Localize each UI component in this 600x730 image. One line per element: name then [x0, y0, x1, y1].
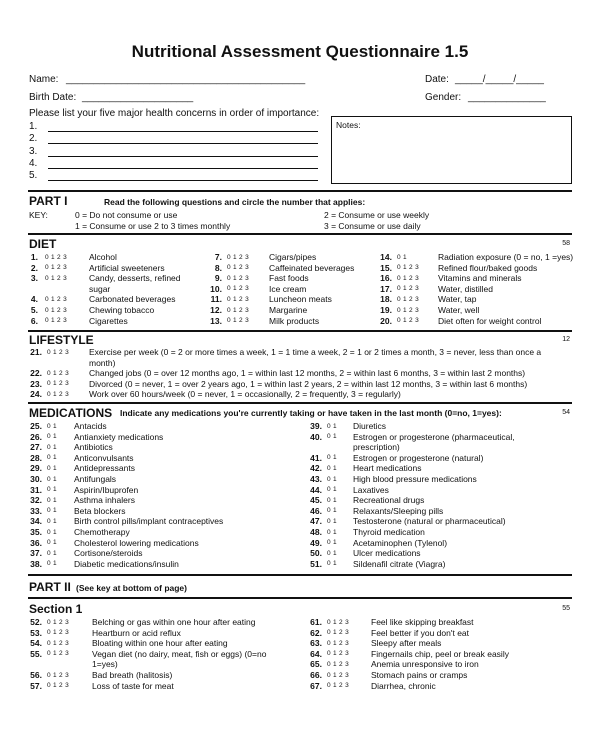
- item-number: 22.: [30, 368, 42, 379]
- item-number: 25.: [30, 421, 42, 431]
- item-number: 66.: [310, 670, 322, 680]
- item-number: 49.: [310, 537, 322, 548]
- concern-input-line[interactable]: [48, 143, 318, 144]
- item-number: 7.: [214, 252, 222, 262]
- item-number: 35.: [30, 527, 42, 537]
- answer-options[interactable]: 0 1: [327, 549, 337, 557]
- item-text: Fingernails chip, peel or break easily: [371, 648, 509, 659]
- item-number: 57.: [30, 680, 42, 691]
- answer-options[interactable]: 0 1: [47, 528, 57, 536]
- item-text: Candy, desserts, refined: [89, 273, 181, 284]
- item-text: Chemotherapy: [74, 527, 130, 537]
- item-text: Cigars/pipes: [269, 252, 317, 262]
- item-text: Luncheon meats: [269, 294, 332, 305]
- name-label: Name:: [29, 74, 59, 85]
- item-number: 27.: [30, 442, 42, 453]
- answer-options[interactable]: 0 1 2 3: [227, 274, 249, 282]
- item-number: 29.: [30, 463, 42, 474]
- divider: [28, 402, 572, 404]
- answer-options[interactable]: 0 1: [327, 464, 337, 472]
- item-text: Water, well: [438, 305, 480, 315]
- item-text: Belching or gas within one hour after eating: [92, 617, 256, 627]
- item-text: Margarine: [269, 305, 308, 315]
- item-number: 16.: [380, 273, 392, 284]
- item-text: Diuretics: [353, 421, 387, 431]
- medications-count: 54: [562, 409, 570, 416]
- name-field[interactable]: ___________________________________________: [66, 74, 306, 85]
- item-text: Anemia unresponsive to iron: [371, 659, 479, 670]
- answer-options[interactable]: 0 1 2 3: [47, 650, 69, 658]
- item-text: Heartburn or acid reflux: [92, 627, 181, 638]
- answer-options[interactable]: 0 1 2 3: [47, 380, 69, 388]
- item-text: Sildenafil citrate (Viagra): [353, 558, 446, 569]
- answer-options[interactable]: 0 1 2 3: [227, 285, 249, 293]
- divider: [28, 190, 572, 192]
- item-text: Aspirin/Ibuprofen: [74, 484, 139, 495]
- answer-options[interactable]: 0 1 2 3: [45, 274, 67, 282]
- key-0: 0 = Do not consume or use: [75, 210, 178, 220]
- item-number: 37.: [30, 548, 42, 559]
- gender-field[interactable]: ______________: [468, 92, 546, 103]
- answer-options[interactable]: 0 1: [327, 496, 337, 504]
- item-number: 24.: [30, 389, 42, 400]
- item-text: Diabetic medications/insulin: [74, 558, 179, 569]
- answer-options[interactable]: 0 1: [327, 560, 337, 568]
- item-number: 21.: [30, 347, 42, 357]
- item-number: 4.: [30, 294, 38, 305]
- concern-number: 3.: [29, 145, 38, 157]
- answer-options[interactable]: 0 1: [47, 486, 57, 494]
- item-text: Carbonated beverages: [89, 294, 176, 305]
- notes-label: Notes:: [336, 120, 361, 130]
- item-text: Anticonvulsants: [74, 452, 134, 463]
- answer-options[interactable]: 0 1: [47, 475, 57, 483]
- answer-options[interactable]: 0 1: [47, 464, 57, 472]
- item-text: Vitamins and minerals: [438, 273, 522, 284]
- answer-options[interactable]: 0 1 2 3: [47, 369, 69, 377]
- item-number: 41.: [310, 452, 322, 463]
- item-number: 9.: [214, 273, 222, 284]
- item-text: Recreational drugs: [353, 495, 425, 506]
- answer-options[interactable]: 0 1: [47, 443, 57, 451]
- item-number: 11.: [210, 294, 222, 305]
- item-text: Laxatives: [353, 484, 389, 495]
- item-number: 34.: [30, 516, 42, 527]
- item-number: 61.: [310, 617, 322, 627]
- item-number: 15.: [380, 262, 392, 273]
- item-number: 62.: [310, 627, 322, 638]
- item-text: Loss of taste for meat: [92, 680, 174, 691]
- item-text: Antianxiety medications: [74, 431, 164, 442]
- item-number: 14.: [380, 252, 392, 262]
- concern-input-line[interactable]: [48, 168, 318, 169]
- answer-options[interactable]: 0 1: [327, 422, 337, 430]
- item-number: 44.: [310, 484, 322, 495]
- item-number: 10.: [210, 283, 222, 294]
- concern-number: 4.: [29, 157, 38, 169]
- item-text: 1=yes): [92, 659, 118, 670]
- answer-options[interactable]: 0 1: [327, 486, 337, 494]
- item-text: month): [89, 357, 116, 368]
- item-number: 55.: [30, 648, 42, 659]
- answer-options[interactable]: 0 1: [47, 539, 57, 547]
- notes-box[interactable]: [331, 116, 572, 184]
- answer-options[interactable]: 0 1 2 3: [47, 618, 69, 626]
- answer-options[interactable]: 0 1: [47, 454, 57, 462]
- item-number: 32.: [30, 495, 42, 506]
- answer-options[interactable]: 0 1 2 3: [45, 317, 67, 325]
- item-text: Ice cream: [269, 283, 307, 294]
- item-number: 47.: [310, 516, 322, 527]
- answer-options[interactable]: 0 1: [327, 528, 337, 536]
- item-text: sugar: [89, 283, 111, 294]
- answer-options[interactable]: 0 1 2 3: [45, 306, 67, 314]
- diet-count: 58: [562, 240, 570, 247]
- item-text: Radiation exposure (0 = no, 1 =yes): [438, 252, 574, 262]
- answer-options[interactable]: 0 1: [47, 496, 57, 504]
- item-text: Fast foods: [269, 273, 309, 284]
- item-text: Estrogen or progesterone (pharmaceutical,: [353, 431, 515, 442]
- answer-options[interactable]: 0 1 2 3: [47, 390, 69, 398]
- concern-input-line[interactable]: [48, 180, 318, 181]
- concerns-label: Please list your five major health concerns in order of importance:: [29, 108, 320, 119]
- item-text: Water, distilled: [438, 283, 493, 294]
- item-number: 31.: [30, 484, 42, 495]
- gender-label: Gender:: [425, 92, 462, 103]
- item-text: Milk products: [269, 315, 320, 326]
- answer-options[interactable]: 0 1: [327, 539, 337, 547]
- medications-title: MEDICATIONS: [29, 406, 113, 420]
- part1-instruction: Read the following questions and circle the number that applies:: [104, 197, 366, 207]
- key-3: 3 = Consume or use daily: [324, 221, 421, 231]
- answer-options[interactable]: 0 1 2 3: [45, 264, 67, 272]
- item-text: Relaxants/Sleeping pills: [353, 505, 444, 516]
- item-number: 5.: [30, 305, 38, 315]
- item-text: Antidepressants: [74, 463, 135, 474]
- section1-count: 55: [562, 605, 570, 612]
- answer-options[interactable]: 0 1: [327, 475, 337, 483]
- answer-options[interactable]: 0 1: [47, 549, 57, 557]
- concern-number: 5.: [29, 170, 38, 182]
- answer-options[interactable]: 0 1 2 3: [45, 295, 67, 303]
- item-text: Ulcer medications: [353, 548, 421, 559]
- item-text: prescription): [353, 442, 400, 453]
- item-number: 19.: [380, 305, 392, 315]
- item-number: 17.: [380, 283, 392, 294]
- key-1: 1 = Consume or use 2 to 3 times monthly: [75, 221, 231, 231]
- concern-input-line[interactable]: [48, 131, 318, 132]
- item-text: Stomach pains or cramps: [371, 670, 468, 680]
- answer-options[interactable]: 0 1 2 3: [327, 671, 349, 679]
- concern-input-line[interactable]: [48, 156, 318, 157]
- item-text: Beta blockers: [74, 505, 126, 516]
- lifestyle-title: LIFESTYLE: [29, 333, 94, 347]
- answer-options[interactable]: 0 1 2 3: [327, 629, 349, 637]
- item-number: 30.: [30, 474, 42, 484]
- item-number: 42.: [310, 463, 322, 474]
- answer-options[interactable]: 0 1 2 3: [397, 295, 419, 303]
- part2-note: (See key at bottom of page): [76, 583, 187, 593]
- item-text: Artificial sweeteners: [89, 262, 165, 273]
- answer-options[interactable]: 0 1: [47, 517, 57, 525]
- item-number: 26.: [30, 431, 42, 442]
- item-text: Alcohol: [89, 252, 117, 262]
- date-label: Date:: [425, 74, 449, 85]
- answer-options[interactable]: 0 1 2 3: [47, 629, 69, 637]
- item-number: 64.: [310, 648, 322, 659]
- answer-options[interactable]: 0 1 2 3: [45, 253, 67, 261]
- divider: [28, 233, 572, 235]
- answer-options[interactable]: 0 1 2 3: [47, 639, 69, 647]
- answer-options[interactable]: 0 1: [327, 507, 337, 515]
- answer-options[interactable]: 0 1: [47, 507, 57, 515]
- answer-options[interactable]: 0 1 2 3: [47, 348, 69, 356]
- part2-title: PART II: [29, 580, 71, 594]
- answer-options[interactable]: 0 1 2 3: [397, 285, 419, 293]
- answer-options[interactable]: 0 1: [397, 253, 407, 261]
- item-text: Birth control pills/implant contraceptives: [74, 516, 224, 527]
- key-label: KEY:: [29, 210, 48, 220]
- item-text: Antifungals: [74, 474, 117, 484]
- item-number: 6.: [30, 315, 38, 326]
- item-text: Caffeinated beverages: [269, 262, 355, 273]
- item-text: Chewing tobacco: [89, 305, 155, 315]
- item-number: 40.: [310, 431, 322, 442]
- answer-options[interactable]: 0 1: [47, 560, 57, 568]
- answer-options[interactable]: 0 1 2 3: [227, 306, 249, 314]
- item-text: Diet often for weight control: [438, 315, 542, 326]
- item-number: 63.: [310, 638, 322, 649]
- answer-options[interactable]: 0 1 2 3: [47, 682, 69, 690]
- item-number: 67.: [310, 680, 322, 691]
- item-text: Vegan diet (no dairy, meat, fish or eggs) (0=no: [92, 648, 267, 659]
- divider: [28, 597, 572, 599]
- answer-options[interactable]: 0 1 2 3: [227, 253, 249, 261]
- item-number: 51.: [310, 558, 322, 569]
- item-text: Cortisone/steroids: [74, 548, 143, 559]
- birth-date-label: Birth Date:: [29, 92, 77, 103]
- item-text: Sleepy after meals: [371, 638, 442, 649]
- item-number: 23.: [30, 378, 42, 389]
- date-field[interactable]: _____/_____/_____: [455, 74, 544, 85]
- answer-options[interactable]: 0 1 2 3: [47, 671, 69, 679]
- part1-title: PART I: [29, 194, 68, 208]
- concern-number: 1.: [29, 121, 38, 132]
- answer-options[interactable]: 0 1 2 3: [327, 650, 349, 658]
- item-text: Thyroid medication: [353, 527, 425, 537]
- item-text: Feel like skipping breakfast: [371, 617, 474, 627]
- answer-options[interactable]: 0 1 2 3: [327, 660, 349, 668]
- item-text: Cholesterol lowering medications: [74, 537, 199, 548]
- item-text: Feel better if you don't eat: [371, 627, 470, 638]
- answer-options[interactable]: 0 1: [47, 433, 57, 441]
- item-number: 20.: [380, 315, 392, 326]
- item-number: 3.: [30, 273, 38, 284]
- answer-options[interactable]: 0 1 2 3: [227, 264, 249, 272]
- answer-options[interactable]: 0 1 2 3: [227, 317, 249, 325]
- item-text: Bad breath (halitosis): [92, 670, 173, 680]
- item-number: 8.: [214, 262, 222, 273]
- item-number: 53.: [30, 627, 42, 638]
- answer-options[interactable]: 0 1: [327, 454, 337, 462]
- item-number: 28.: [30, 452, 42, 463]
- item-text: Testosterone (natural or pharmaceutical): [353, 516, 506, 527]
- birth-date-field[interactable]: ____________________: [82, 92, 194, 103]
- item-number: 48.: [310, 527, 322, 537]
- answer-options[interactable]: 0 1 2 3: [397, 274, 419, 282]
- item-text: Water, tap: [438, 294, 477, 305]
- item-text: Changed jobs (0 = over 12 months ago, 1 = within last 12 months, 2 = within last 6 months, 3 = within last 2 months): [89, 368, 526, 379]
- page-title: Nutritional Assessment Questionnaire 1.5: [131, 42, 469, 61]
- item-text: Heart medications: [353, 463, 422, 474]
- item-text: Bloating within one hour after eating: [92, 638, 228, 649]
- item-text: Work over 60 hours/week (0 = never, 1 = occasionally, 2 = frequently, 3 = regularly): [89, 389, 401, 400]
- item-text: Antacids: [74, 421, 107, 431]
- item-number: 43.: [310, 474, 322, 484]
- concern-number: 2.: [29, 133, 38, 145]
- item-number: 36.: [30, 537, 42, 548]
- section1-title: Section 1: [29, 602, 83, 616]
- item-text: Asthma inhalers: [74, 495, 135, 506]
- item-number: 39.: [310, 421, 322, 431]
- answer-options[interactable]: 0 1: [327, 517, 337, 525]
- item-number: 12.: [210, 305, 222, 315]
- item-number: 13.: [210, 315, 222, 326]
- answer-options[interactable]: 0 1: [327, 433, 337, 441]
- answer-options[interactable]: 0 1 2 3: [327, 618, 349, 626]
- diet-title: DIET: [29, 237, 57, 251]
- medications-instruction: Indicate any medications you're currently taking or have taken in the last month (0=no, 1=yes):: [120, 408, 502, 418]
- item-number: 38.: [30, 558, 42, 569]
- item-text: Diarrhea, chronic: [371, 680, 436, 691]
- answer-options[interactable]: 0 1 2 3: [327, 682, 349, 690]
- item-number: 54.: [30, 638, 42, 649]
- key-2: 2 = Consume or use weekly: [324, 210, 430, 220]
- item-number: 2.: [30, 262, 38, 273]
- divider: [28, 330, 572, 332]
- answer-options[interactable]: 0 1: [47, 422, 57, 430]
- answer-options[interactable]: 0 1 2 3: [227, 295, 249, 303]
- item-number: 33.: [30, 505, 42, 516]
- item-number: 18.: [380, 294, 392, 305]
- item-number: 1.: [30, 252, 38, 262]
- item-text: Antibiotics: [74, 442, 113, 453]
- answer-options[interactable]: 0 1 2 3: [397, 317, 419, 325]
- item-number: 46.: [310, 505, 322, 516]
- item-number: 52.: [30, 617, 42, 627]
- item-number: 56.: [30, 670, 42, 680]
- item-text: Refined flour/baked goods: [438, 262, 538, 273]
- item-number: 50.: [310, 548, 322, 559]
- item-text: High blood pressure medications: [353, 474, 477, 484]
- item-text: Estrogen or progesterone (natural): [353, 452, 484, 463]
- answer-options[interactable]: 0 1 2 3: [327, 639, 349, 647]
- item-number: 45.: [310, 495, 322, 506]
- item-text: Cigarettes: [89, 315, 128, 326]
- lifestyle-count: 12: [562, 336, 570, 343]
- item-number: 65.: [310, 659, 322, 670]
- divider: [28, 574, 572, 576]
- answer-options[interactable]: 0 1 2 3: [397, 306, 419, 314]
- item-text: Divorced (0 = never, 1 = over 2 years ago, 1 = within last 2 years, 2 = within last 12 months, 3 = within last 6 months): [89, 378, 528, 389]
- answer-options[interactable]: 0 1 2 3: [397, 264, 419, 272]
- item-text: Exercise per week (0 = 2 or more times a week, 1 = 1 time a week, 2 = 1 or 2 times a month, 3 = never, less than once a: [89, 347, 542, 357]
- item-text: Acetaminophen (Tylenol): [353, 537, 448, 548]
